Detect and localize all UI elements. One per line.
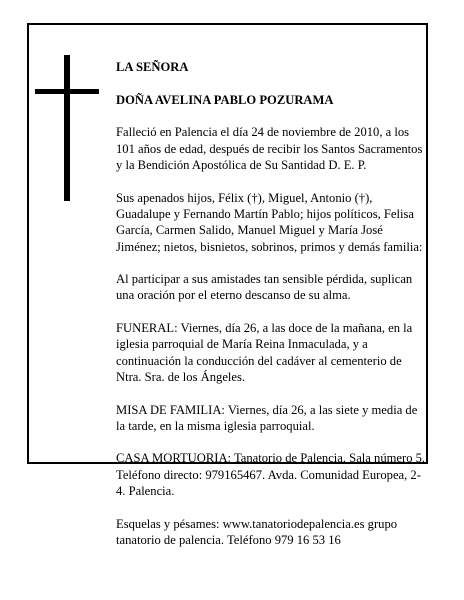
obituary-notice xyxy=(27,23,428,547)
cross-vertical-bar xyxy=(64,55,70,201)
paragraph-funeral: FUNERAL: Viernes, día 26, a las doce de la mañana, en la iglesia parroquial de María Reina Inmaculada, y a continuación la conducción del cadáver al cementerio de Ntra. Sra. de los Ángeles. xyxy=(116,321,413,384)
notice-heading-name: DOÑA AVELINA PABLO POZURAMA xyxy=(116,92,334,107)
latin-cross-icon xyxy=(35,55,99,201)
paragraph-contact: Esquelas y pésames: www.tanatoriodepalencia.es grupo tanatorio de palencia. Teléfono 979 16 53 16 xyxy=(116,516,398,547)
paragraph-family-mass: MISA DE FAMILIA: Viernes, día 26, a las siete y media de la tarde, en la misma iglesia parroquial. xyxy=(116,402,418,433)
paragraph-prayer-request: Al participar a sus amistades tan sensible pérdida, suplican una oración por el eterno descanso de su alma. xyxy=(116,272,413,303)
cross-horizontal-bar xyxy=(35,89,99,94)
paragraph-death-announcement: Falleció en Palencia el día 24 de noviembre de 2010, a los 101 años de edad, después de recibir los Santos Sacramentos y la Bendición Apostólica de Su Santidad D. E. P. xyxy=(116,125,423,173)
paragraph-family: Sus apenados hijos, Félix (†), Miguel, Antonio (†), Guadalupe y Fernando Martín Pablo; hijos políticos, Felisa García, Carmen Salido, Manuel Miguel y María José Jiménez; nietos, bisnietos, sobrinos, primos y demás familia: xyxy=(116,190,423,254)
notice-heading-title: LA SEÑORA xyxy=(116,60,189,75)
paragraph-funeral-home: CASA MORTUORIA: Tanatorio de Palencia. Sala número 5. Teléfono directo: 979165467. Avda. Comunidad Europea, 2-4. Palencia. xyxy=(116,451,426,499)
notice-text xyxy=(116,43,426,565)
